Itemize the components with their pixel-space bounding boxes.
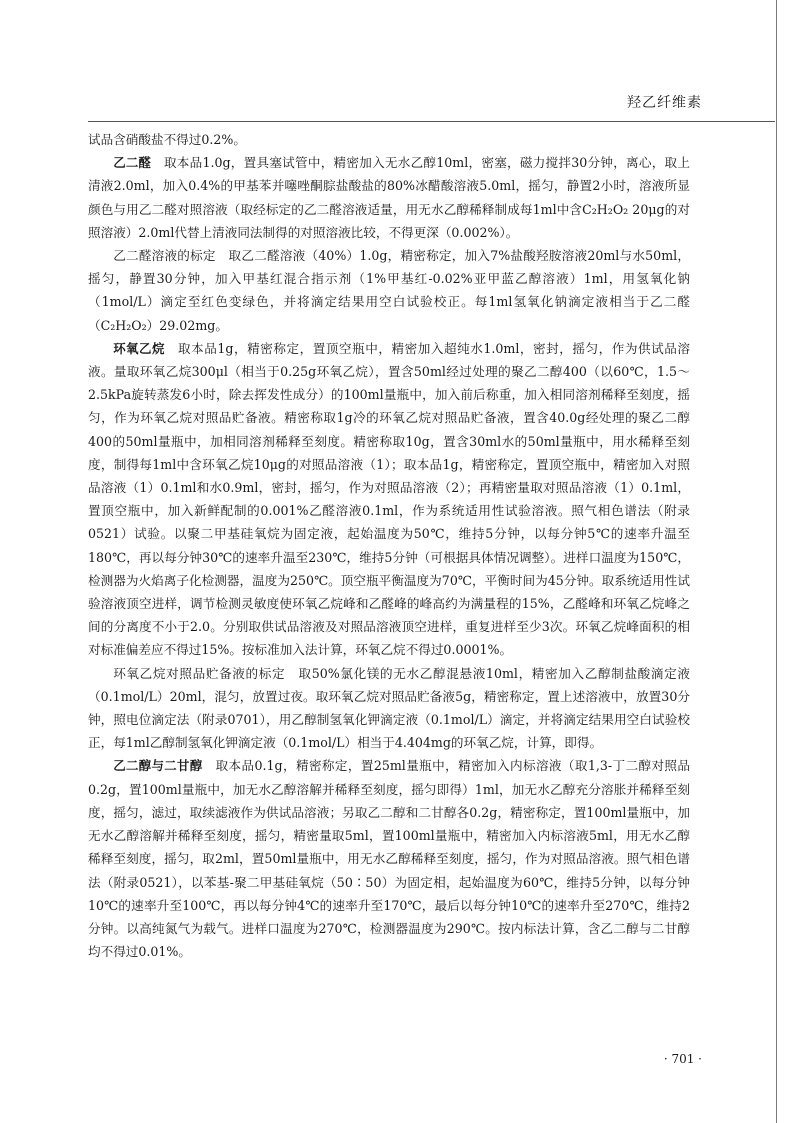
- paragraph-ethylene-oxide-standardization: [88, 662, 690, 755]
- body-text: [88, 128, 690, 963]
- header-divider: [88, 121, 775, 122]
- section-term-ethylene-oxide: 环氧乙烷: [113, 340, 165, 356]
- paragraph-nitrate-continuation: [88, 128, 690, 151]
- paragraph-glyoxal: [88, 151, 690, 244]
- paragraph-ethylene-oxide: [88, 337, 690, 662]
- page-edge-rule: [776, 0, 777, 1123]
- page-number: · 701 ·: [663, 1052, 702, 1066]
- paragraph-text: 取本品1.0g，置具塞试管中，精密加入无水乙醇10ml，密塞，磁力搅拌30分钟，离心，取上清液2.0ml，加入0.4%的甲基苯并噻唑酮腙盐酸盐的80%冰醋酸溶液5.0ml，摇匀，静置2小时，溶液所显颜色与用乙二醛对照溶液（取经标定的乙二醛溶液适量，用无水乙醇稀释制成每1ml中含C₂H₂O₂ 20μg的对照溶液）2.0ml代替上清液同法制得的对照溶液比较，不得更深（0.002%）。: [88, 155, 690, 240]
- paragraph-glyoxal-standardization: [88, 244, 690, 337]
- section-term-glyoxal: 乙二醛: [113, 155, 152, 171]
- paragraph-text: 试品含硝酸盐不得过0.2%。: [88, 132, 246, 147]
- running-header-title: 羟乙纤维素: [627, 95, 702, 111]
- paragraph-glycols: [88, 754, 690, 963]
- paragraph-text: 取本品0.1g，精密称定，置25ml量瓶中，精密加入内标溶液（取1,3-丁二醇对照品0.2g，置100ml量瓶中，加无水乙醇溶解并稀释至刻度，摇匀即得）1ml，加无水乙醇充分溶胀并稀释至刻度，摇匀，滤过，取续滤液作为供试品溶液；另取乙二醇和二甘醇各0.2g，精密称定，置100ml量瓶中，加无水乙醇溶解并稀释至刻度，摇匀，精密量取5ml，置100ml量瓶中，精密加入内标溶液5ml，用无水乙醇稀释至刻度，摇匀，取2ml，置50ml量瓶中，用无水乙醇稀释至刻度，摇匀，作为对照品溶液。照气相色谱法（附录0521），以苯基-聚二甲基硅氧烷（50∶50）为固定相，起始温度为60℃，维持5分钟，以每分钟10℃的速率升至100℃，再以每分钟4℃的速率升至170℃，最后以每分钟10℃的速率升至270℃，维持2分钟。以高纯氮气为载气。进样口温度为270℃，检测器温度为290℃。按内标法计算，含乙二醇与二甘醇均不得过0.01%。: [88, 758, 691, 960]
- paragraph-text: 环氧乙烷对照品贮备液的标定 取50%氯化镁的无水乙醇混悬液10ml，精密加入乙醇制盐酸滴定液（0.1mol/L）20ml，混匀，放置过夜。取环氧乙烷对照品贮备液5g，精密称定，置上述溶液中，放置30分钟，照电位滴定法（附录0701），用乙醇制氢氧化钾滴定液（0.1mol/L）滴定，并将滴定结果用空白试验校正，每1ml乙醇制氢氧化钾滴定液（0.1mol/L）相当于4.404mg的环氧乙烷，计算，即得。: [88, 665, 690, 751]
- paragraph-text: 取本品1g，精密称定，置顶空瓶中，精密加入超纯水1.0ml，密封，摇匀，作为供试品溶液。量取环氧乙烷300μl（相当于0.25g环氧乙烷），置含50ml经过处理的聚乙二醇400（以60℃，1.5～2.5kPa旋转蒸发6小时，除去挥发性成分）的100ml量瓶中，加入前后称重，加入相同溶剂稀释至刻度，摇匀，作为环氧乙烷对照品贮备液。精密称取1g冷的环氧乙烷对照品贮备液，置含40.0g经处理的聚乙二醇400的50ml量瓶中，加相同溶剂稀释至刻度。精密称取10g，置含30ml水的50ml量瓶中，用水稀释至刻度，制得每1ml中含环氧乙烷10μg的对照品溶液（1）；取本品1g，精密称定，置顶空瓶中，精密加入对照品溶液（1）0.1ml和水0.9ml，密封，摇匀，作为对照品溶液（2）；再精密量取对照品溶液（1）0.1ml，置顶空瓶中，加入新鲜配制的0.001%乙醛溶液0.1ml，作为系统适用性试验溶液。照气相色谱法（附录0521）试验。以聚二甲基硅氧烷为固定液，起始温度为50℃，维持5分钟，以每分钟5℃的速率升温至180℃，再以每分钟30℃的速率升温至230℃，维持5分钟（可根据具体情况调整）。进样口温度为150℃，检测器为火焰离子化检测器，温度为250℃。顶空瓶平衡温度为70℃，平衡时间为45分钟。取系统适用性试验溶液顶空进样，调节检测灵敏度使环氧乙烷峰和乙醛峰的峰高约为满量程的15%，乙醛峰和环氧乙烷峰之间的分离度不小于2.0。分别取供试品溶液及对照品溶液顶空进样，重复进样至少3次。环氧乙烷峰面积的相对标准偏差应不得过15%。按标准加入法计算，环氧乙烷不得过0.0001%。: [88, 340, 691, 658]
- section-term-glycols: 乙二醇与二甘醇: [113, 758, 203, 774]
- paragraph-text: 乙二醛溶液的标定 取乙二醛溶液（40%）1.0g，精密称定，加入7%盐酸羟胺溶液20ml与水50ml，摇匀，静置30分钟，加入甲基红混合指示剂（1%甲基红-0.02%亚甲蓝乙醇溶液）1ml，用氢氧化钠（1mol/L）滴定至红色变绿色，并将滴定结果用空白试验校正。每1ml氢氧化钠滴定液相当于乙二醛（C₂H₂O₂）29.02mg。: [88, 248, 690, 333]
